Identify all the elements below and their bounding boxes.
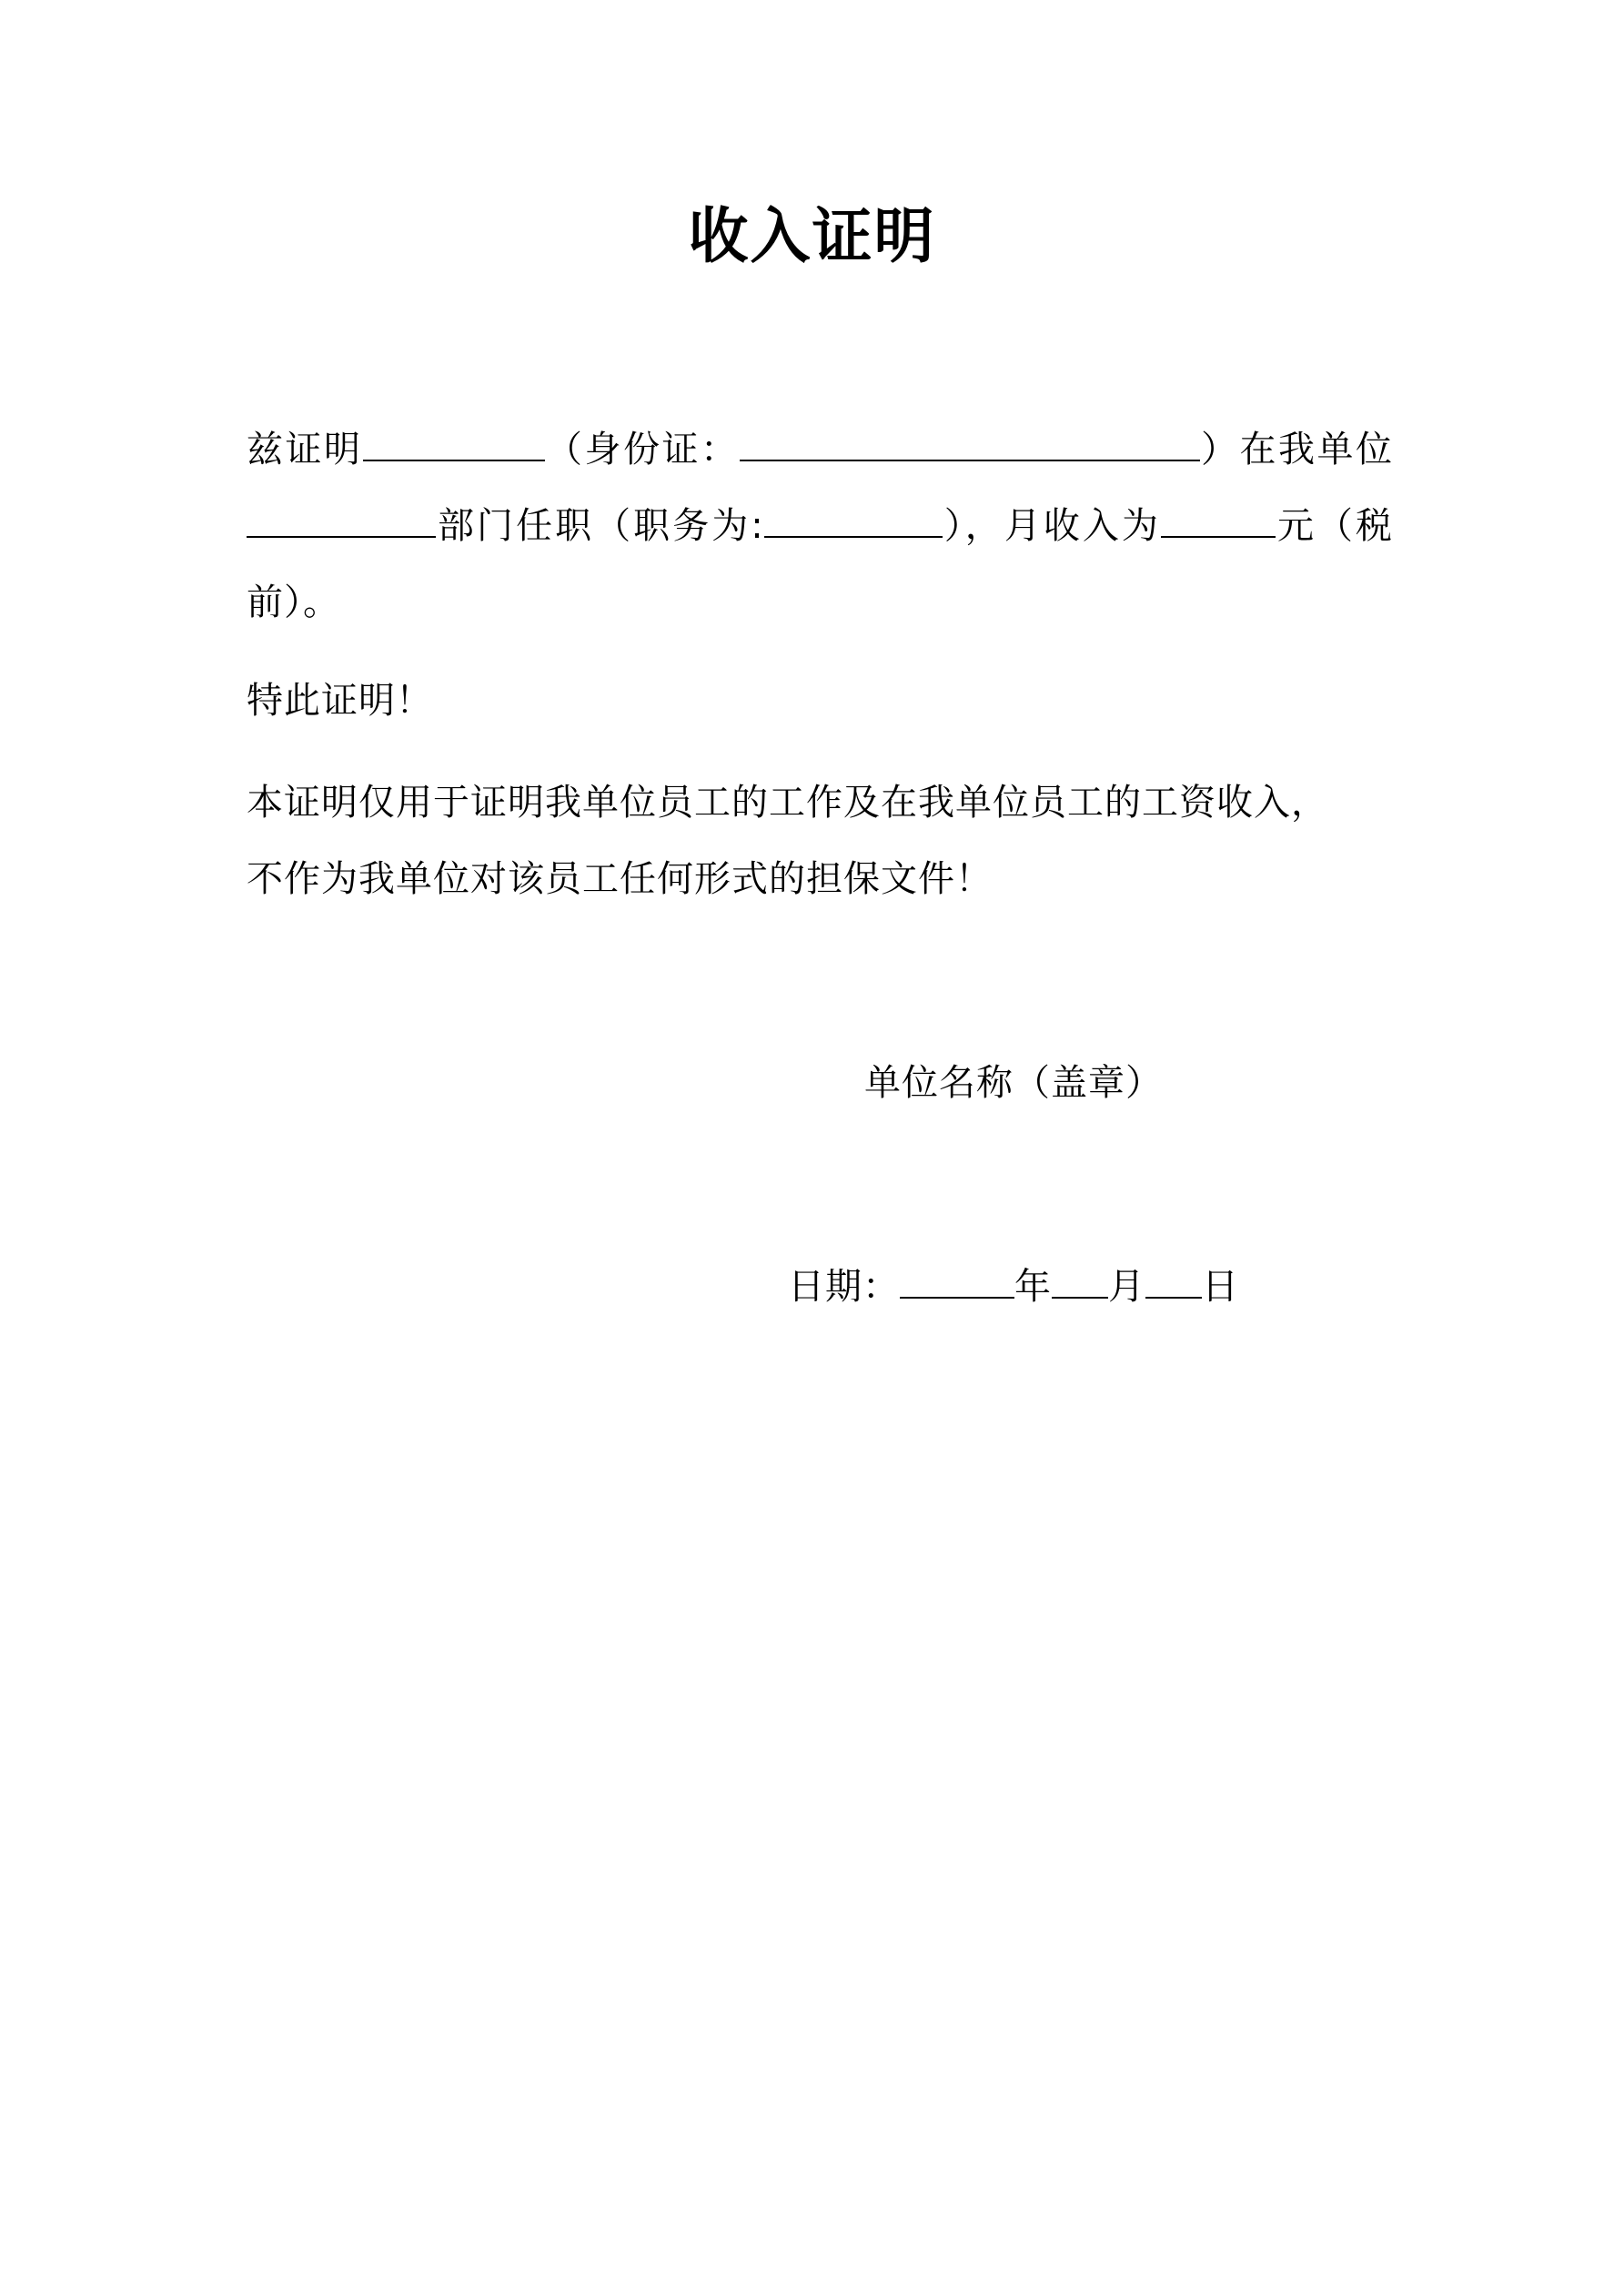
- month-label: 月: [1108, 1266, 1145, 1308]
- text-monthly-income: ），月收入为: [942, 505, 1161, 547]
- paragraph-line-2: [247, 488, 1393, 564]
- name-blank: [363, 423, 545, 461]
- paragraph-line-3: 前）。: [247, 582, 340, 623]
- hereby-certify-text: 特此证明！: [247, 680, 433, 722]
- disclaimer-line-2: 不作为我单位对该员工任何形式的担保文件！: [247, 858, 993, 900]
- text-id-label: （身份证：: [544, 429, 740, 470]
- text-certify: 兹证明: [247, 429, 363, 470]
- date-label: 日期：: [788, 1266, 900, 1308]
- unit-name-seal-label: 单位名称（盖章）: [864, 1062, 1163, 1104]
- year-label: 年: [1014, 1266, 1052, 1308]
- year-blank: [900, 1260, 1014, 1299]
- certification-paragraph: [247, 411, 1393, 641]
- id-number-blank: [740, 423, 1200, 461]
- day-label: 日: [1202, 1266, 1239, 1308]
- text-position-label: 部门任职（职务为:: [436, 505, 764, 547]
- hereby-certify-paragraph: [247, 663, 1393, 739]
- income-amount-blank: [1161, 500, 1276, 538]
- day-blank: [1145, 1260, 1202, 1299]
- date-line: [788, 1249, 1239, 1325]
- position-blank: [764, 500, 943, 538]
- text-in-unit: ）在我单位: [1199, 429, 1393, 470]
- department-blank: [247, 500, 436, 538]
- document-title: 收入证明: [688, 201, 936, 271]
- disclaimer-paragraph: [247, 764, 1393, 917]
- paragraph-line-1: [247, 411, 1393, 488]
- month-blank: [1052, 1260, 1108, 1299]
- text-yuan-pretax: 元（税: [1275, 505, 1394, 547]
- disclaimer-line-1: 本证明仅用于证明我单位员工的工作及在我单位员工的工资收入，: [247, 782, 1328, 824]
